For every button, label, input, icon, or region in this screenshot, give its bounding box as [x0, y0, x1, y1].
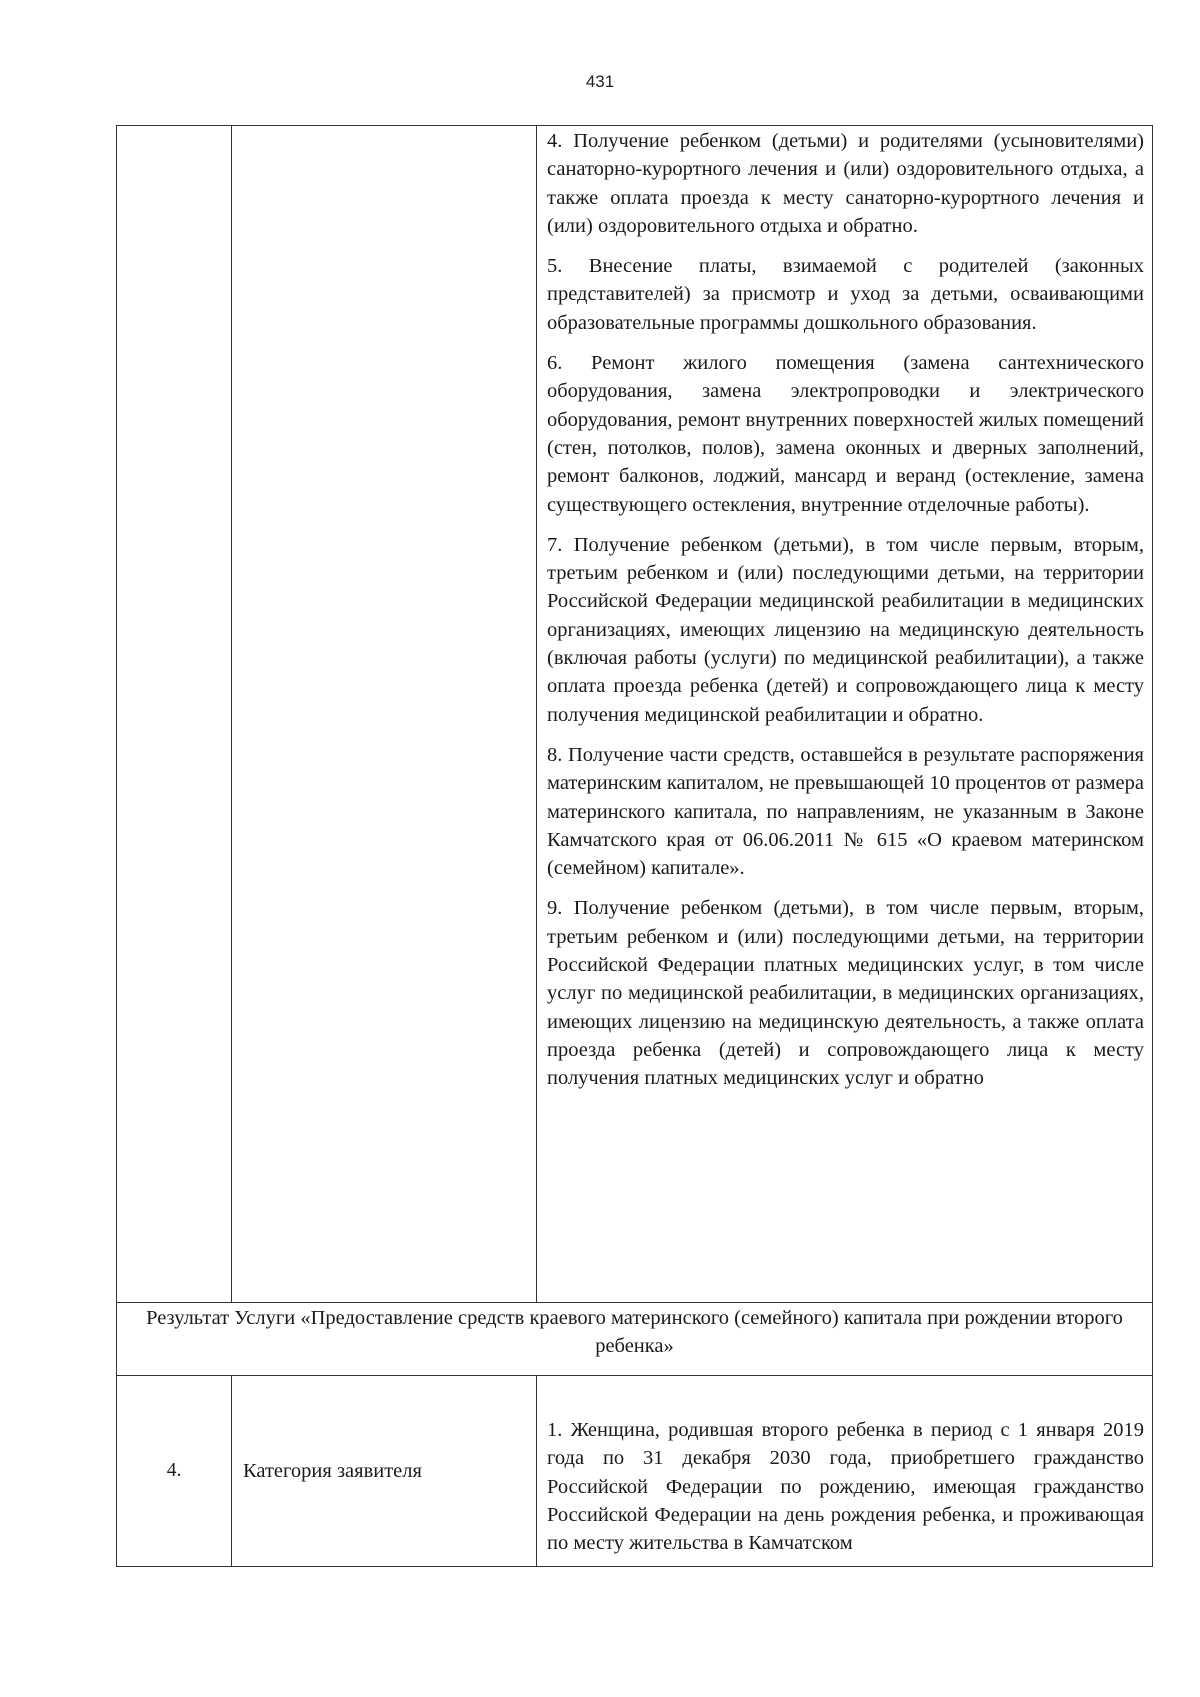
table-row: [117, 1376, 1153, 1567]
row-name: Категория заявителя: [243, 1459, 422, 1482]
list-item: 6. Ремонт жилого помещения (замена сантехнического оборудования, замена электропроводки и электрического оборудования, ремонт внутренних поверхностей жилых помещений (стен, потолков, полов), замена оконных и дверных заполнений, ремонт балконов, лоджий, мансард и веранд (остекление, замена существующего остекления, внутренние отделочные работы).: [547, 352, 1144, 516]
row-value: 1. Женщина, родившая второго ребенка в период с 1 января 2019 года по 31 декабря 2030 года, приобретшего гражданство Российской Федерации по рождению, имеющая гражданство Российской Федерации на день рождения ребенка, и проживающая по месту жительства в Камчатском: [547, 1419, 1144, 1555]
table-row: [117, 1303, 1153, 1376]
document-table: [116, 125, 1153, 1567]
name-cell: [232, 126, 537, 1303]
name-cell: [232, 1376, 537, 1567]
value-list: [537, 126, 1152, 1093]
result-header-cell: [117, 1303, 1153, 1376]
list-item: 7. Получение ребенком (детьми), в том числе первым, вторым, третьим ребенком и (или) последующими детьми, на территории Российской Федерации медицинской реабилитации в медицинских организациях, имеющих лицензию на медицинскую деятельность (включая работы (услуги) по медицинской реабилитации), а также оплата проезда ребенка (детей) и сопровождающего лица к месту получения медицинской реабилитации и обратно.: [547, 533, 1144, 726]
page-number: 431: [585, 72, 615, 91]
row-number: 4.: [166, 1460, 182, 1481]
section-heading: Результат Услуги «Предоставление средств краевого материнского (семейного) капитала при рождении второго ребенка»: [146, 1307, 1123, 1358]
list-item: 4. Получение ребенком (детьми) и родителями (усыновителями) санаторно-курортного лечения и (или) оздоровительного отдыха, а также оплата проезда к месту санаторно-курортного лечения и (или) оздоровительного отдыха и обратно.: [547, 130, 1144, 237]
list-item: 5. Внесение платы, взимаемой с родителей (законных представителей) за присмотр и уход за детьми, осваивающими образовательные программы дошкольного образования.: [547, 255, 1144, 334]
table-row: [117, 126, 1153, 1303]
list-item: 9. Получение ребенком (детьми), в том числе первым, вторым, третьим ребенком и (или) последующими детьми, на территории Российской Федерации платных медицинских услуг, в том числе услуг по медицинской реабилитации, в медицинских организациях, имеющих лицензию на медицинскую деятельность, а также оплата проезда ребенка (детей) и сопровождающего лица к месту получения платных медицинских услуг и обратно: [547, 897, 1144, 1090]
list-item: 8. Получение части средств, оставшейся в результате распоряжения материнским капиталом, не превышающей 10 процентов от размера материнского капитала, по направлениям, не указанным в Законе Камчатского края от 06.06.2011 № 615 «О краевом материнском (семейном) капитале».: [547, 743, 1144, 880]
value-cell: [537, 126, 1153, 1303]
number-cell: [117, 126, 232, 1303]
value-cell: [537, 1376, 1153, 1567]
number-cell: [117, 1376, 232, 1567]
